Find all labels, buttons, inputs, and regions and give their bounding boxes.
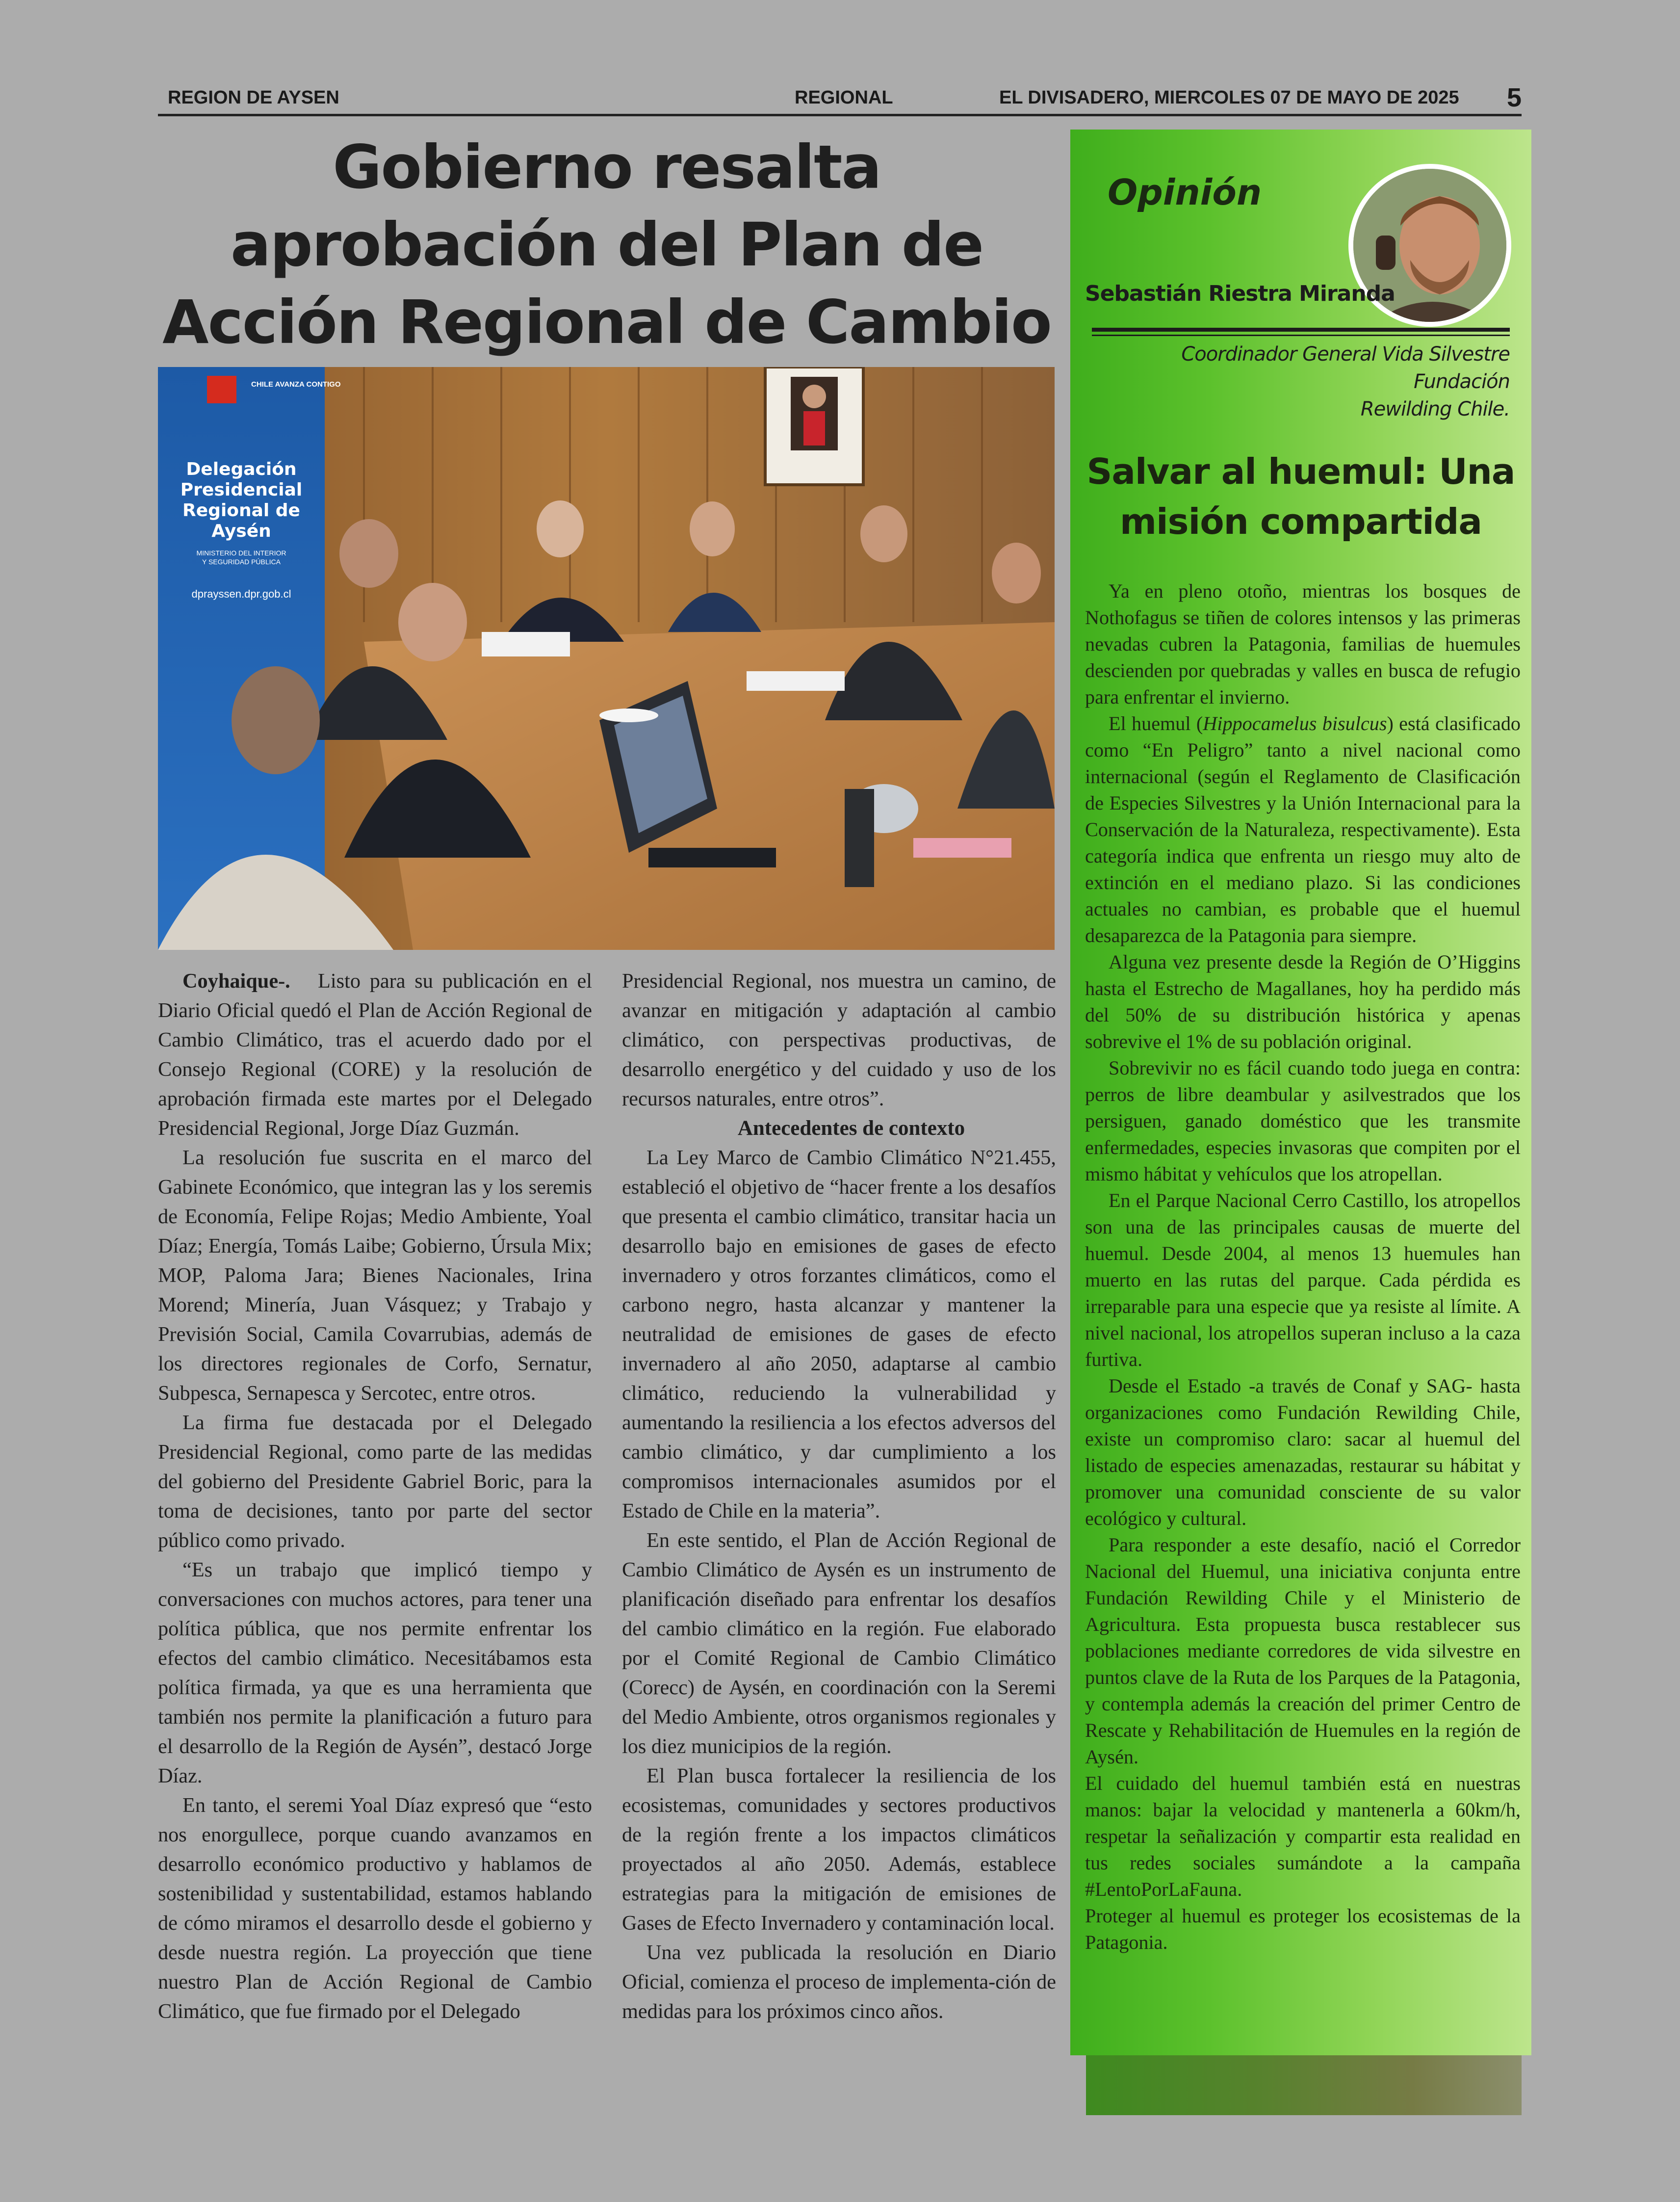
article-column-1 bbox=[158, 967, 592, 2026]
article-paragraph-5: En tanto, el seremi Yoal Díaz expresó que “esto nos enorgullece, porque cuando avanzamos en desarrollo económico productivo y hablamos de sostenibilidad y sustentabilidad, estamos hablando de cómo miramos el desarrollo desde el gobierno y desde nuestra región. La proyección que tiene nuestro Plan de Acción Regional de Cambio Climático, que fue firmado por el Delegado bbox=[158, 1794, 592, 2023]
opinion-paragraph-7: Para responder a este desafío, nació el Corredor Nacional del Huemul, una iniciativa conjunta entre Fundación Rewilding Chile y el Ministerio de Agricultura. Esta propuesta busca restablecer sus poblaciones mediante corredores de vida silvestre en puntos clave de la Ruta de los Parques de la Patagonia, y contempla además la creación del primer Centro de Rescate y Rehabilitación de Huemules en la región de Aysén. bbox=[1085, 1534, 1521, 1768]
banner-title-2: Presidencial bbox=[180, 480, 303, 500]
article-column-2 bbox=[622, 967, 1056, 2026]
banner-brand: CHILE AVANZA CONTIGO bbox=[251, 380, 341, 389]
page-number: 5 bbox=[1506, 83, 1522, 112]
opinion-title: Salvar al huemul: Una misión compartida bbox=[1086, 451, 1515, 542]
page-header bbox=[158, 84, 1522, 114]
article-paragraph-3: La firma fue destacada por el Delegado Presidencial Regional, como parte de las medidas del gobierno del Presidente Gabriel Boric, para la toma de decisiones, tanto por parte del sector público como privado. bbox=[158, 1411, 592, 1552]
banner-ministry-1: MINISTERIO DEL INTERIOR bbox=[196, 549, 286, 557]
banner-title-1: Delegación bbox=[186, 459, 297, 479]
header-rule bbox=[158, 114, 1522, 116]
article-paragraph-6: La Ley Marco de Cambio Climático N°21.455, estableció el objetivo de “hacer frente a los desafíos que presenta el cambio climático, transitar hacia un desarrollo bajo en emisiones de gases de efecto invernadero y otros forzantes climáticos, como el carbono negro, hasta alcanzar y mantener la neutralidad de emisiones de gases de efecto invernadero al año 2050, adaptarse al cambio climático, reduciendo la vulnerabilidad y aumentando la resiliencia a los efectos adversos del cambio climático, y dar cumplimiento a los compromisos internacionales asumidos por el Estado de Chile en la materia”. bbox=[622, 1146, 1056, 1522]
author-role-line-1: Coordinador General Vida Silvestre Fundación bbox=[1181, 343, 1510, 393]
article-dateline: Coyhaique-. bbox=[182, 970, 290, 993]
author-rule-thick bbox=[1092, 328, 1510, 332]
species-name: Hippocamelus bisulcus bbox=[1203, 712, 1387, 734]
opinion-paragraph-3: Alguna vez presente desde la Región de O’Higgins hasta el Estrecho de Magallanes, hoy ha perdido más del 50% de su distribución histórica y apenas sobrevive el 1% de su población original. bbox=[1085, 951, 1521, 1052]
author-rule-thin bbox=[1092, 335, 1510, 336]
banner-title-4: Aysén bbox=[211, 521, 271, 541]
article-paragraph-7: En este sentido, el Plan de Acción Regional de Cambio Climático de Aysén es un instrumento de planificación diseñado para enfrentar los desafíos del cambio climático en la región. Fue elaborado por el Comité Regional de Cambio Climático (Corecc) de Aysén, en coordinación con la Seremi del Medio Ambiente, otros organismos regionales y los diez municipios de la región. bbox=[622, 1529, 1056, 1758]
opinion-paragraph-9: Proteger al huemul es proteger los ecosistemas de la Patagonia. bbox=[1085, 1905, 1521, 1953]
article-paragraph-2: La resolución fue suscrita en el marco del Gabinete Económico, que integran las y los seremis de Economía, Felipe Rojas; Medio Ambiente, Yoal Díaz; Energía, Tomás Laibe; Gobierno, Úrsula Mix; MOP, Paloma Jara; Bienes Nacionales, Irina Morend; Minería, Juan Vásquez; y Trabajo y Previsión Social, Camila Covarrubias, además de los directores regionales de Corfo, Sernatur, Subpesca, Sernapesca y Sercotec, entre otros. bbox=[158, 1146, 592, 1405]
opinion-paragraph-4: Sobrevivir no es fácil cuando todo juega en contra: perros de libre deambular y asilvestrados que los persiguen, ganado doméstico que les transmite enfermedades, especies invasoras que compiten por el mismo hábitat y vehículos que los atropellan. bbox=[1085, 1057, 1521, 1185]
banner-ministry-2: Y SEGURIDAD PÚBLICA bbox=[202, 558, 281, 566]
section-region: REGION DE AYSEN bbox=[168, 87, 339, 108]
banner-website: dprayssen.dpr.gob.cl bbox=[191, 588, 291, 600]
opinion-paragraph-8: El cuidado del huemul también está en nuestras manos: bajar la velocidad y mantenerla a 60km/h, respetar la señalización y compartir esta realidad en tus redes sociales sumándote a la campaña #LentoPorLaFauna. bbox=[1085, 1772, 1521, 1900]
article-headline: Gobierno resalta aprobación del Plan de Acción Regional de Cambio bbox=[162, 132, 1051, 357]
article-subhead: Antecedentes de contexto bbox=[737, 1117, 965, 1140]
opinion-paragraph-1: Ya en pleno otoño, mientras los bosques de Nothofagus se tiñen de colores intensos y las primeras nevadas cubren la Patagonia, familias de huemules descienden por quebradas y valles en busca de refugio para enfrentar el invierno. bbox=[1085, 580, 1521, 708]
article-paragraph-9: Una vez publicada la resolución en Diario Oficial, comienza el proceso de implementa-ción de medidas para los próximos cinco años. bbox=[622, 1941, 1056, 2023]
article-paragraph-1: Listo para su publicación en el Diario Oficial quedó el Plan de Acción Regional de Cambio Climático, tras el acuerdo dado por el Consejo Regional (CORE) y la resolución de aprobación firmada este martes por el Delegado Presidencial Regional, Jorge Díaz Guzmán. bbox=[158, 970, 592, 1140]
opinion-paragraph-5: En el Parque Nacional Cerro Castillo, los atropellos son una de las principales causas de muerte del huemul. Desde 2004, al menos 13 huemules han muerto en las rutas del parque. Cada pérdida es irreparable para una especie que ya resiste al límite. A nivel nacional, los atropellos superan incluso a la caza furtiva. bbox=[1085, 1189, 1521, 1370]
article-paragraph-4: “Es un trabajo que implicó tiempo y conversaciones con muchos actores, para tener una política pública, que nos permite enfrentar los efectos del cambio climático. Necesitábamos esta política firmada, ya que es una herramienta que también nos permite la planificación a futuro para el desarrollo de la Región de Aysén”, destacó Jorge Díaz. bbox=[158, 1558, 592, 1787]
opinion-paragraph-2 bbox=[1085, 710, 1521, 949]
opinion-p2-post: ) está clasificado como “En Peligro” tanto a nivel nacional como internacional (según el Reglamento de Clasificación de Especies Silvestres y la Unión Internacional para la Conservación de la Naturaleza, respectivamente). Esta categoría indica que enfrenta un riesgo muy alto de extinción en el mediano plazo. Si las condiciones actuales no cambian, es probable que el huemul desaparezca de la Patagonia para siempre. bbox=[1085, 712, 1521, 946]
article-paragraph-5-continued: Presidencial Regional, nos muestra un camino, de avanzar en mitigación y adaptación al cambio climático, con perspectivas productivas, de desarrollo energético y del cuidado y uso de los recursos naturales, entre otros”. bbox=[622, 970, 1056, 1110]
author-role-line-2: Rewilding Chile. bbox=[1360, 398, 1510, 420]
opinion-p2-pre: El huemul ( bbox=[1109, 712, 1203, 734]
article-photo bbox=[158, 367, 1055, 950]
publication-date: EL DIVISADERO, MIERCOLES 07 DE MAYO DE 2025 bbox=[999, 87, 1459, 108]
author-role bbox=[1092, 341, 1510, 423]
opinion-paragraph-6: Desde el Estado -a través de Conaf y SAG- hasta organizaciones como Fundación Rewilding Chile, existe un compromiso claro: sacar al huemul del listado de especies amenazadas, restaurar su hábitat y promover una comunidad consciente de su valor ecológico y cultural. bbox=[1085, 1375, 1521, 1529]
article-paragraph-8: El Plan busca fortalecer la resiliencia de los ecosistemas, comunidades y sectores productivos de la región frente a los impactos climáticos proyectados al año 2050. Además, establece estrategias para la mitigación de emisiones de Gases de Efecto Invernadero y contaminación local. bbox=[622, 1764, 1056, 1935]
banner-title-3: Regional de bbox=[182, 500, 300, 521]
opinion-body bbox=[1085, 578, 1521, 1956]
meeting-photo-illustration bbox=[158, 367, 1055, 950]
opinion-label: Opinión bbox=[1108, 172, 1262, 213]
section-name: REGIONAL bbox=[795, 87, 893, 108]
sidebar-shadow bbox=[1086, 2055, 1522, 2115]
author-name: Sebastián Riestra Miranda bbox=[1085, 281, 1395, 306]
